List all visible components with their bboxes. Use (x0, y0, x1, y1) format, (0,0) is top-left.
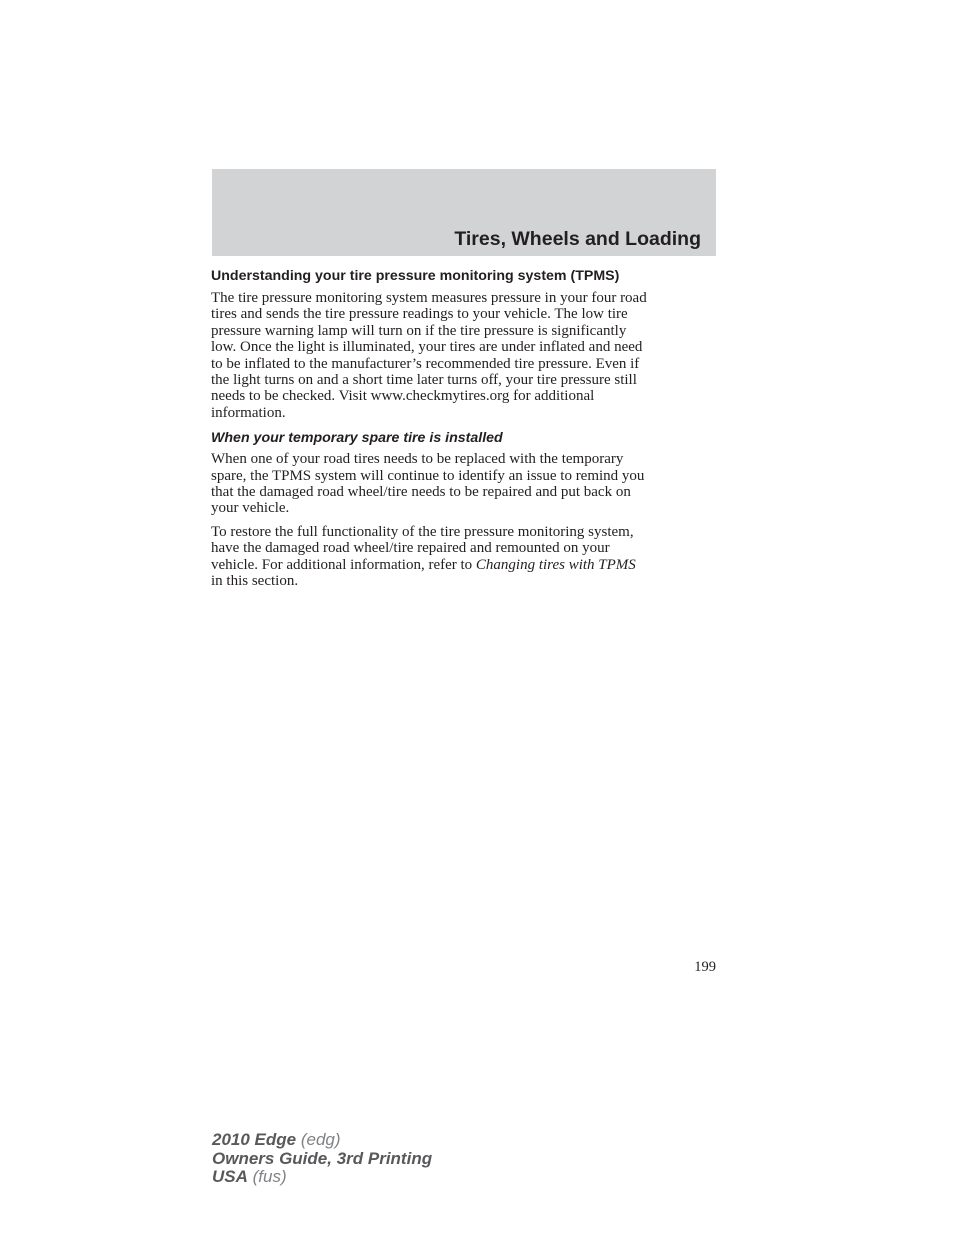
text-line: To restore the full functionality of the tire pressure monitoring system, (211, 523, 634, 540)
text-line: your vehicle. (211, 500, 290, 517)
text-line: needs to be checked. Visit www.checkmytires.org for additional (211, 388, 595, 405)
text-line (211, 557, 717, 573)
cross-reference: Changing tires with TPMS (475, 556, 636, 573)
text-line: The tire pressure monitoring system measures pressure in your four road (211, 290, 647, 306)
text-line: pressure warning lamp will turn on if the tire pressure is significantly (211, 322, 627, 339)
text-line: low. Once the light is illuminated, your tires are under inflated and need (211, 339, 643, 356)
footer-model: 2010 Edge (212, 1130, 297, 1149)
text-line: tires and sends the tire pressure readings to your vehicle. The low tire (211, 306, 628, 323)
page-number: 199 (694, 959, 716, 975)
text-fragment: vehicle. For additional information, refer to (211, 556, 476, 573)
text-line: to be inflated to the manufacturer’s recommended tire pressure. Even if (211, 355, 640, 372)
paragraph-tpms-overview (211, 290, 717, 421)
footer-line-model (212, 1131, 432, 1150)
chapter-title: Tires, Wheels and Loading (454, 228, 701, 250)
section-heading-tpms: Understanding your tire pressure monitoring system (TPMS) (211, 268, 620, 284)
text-line: When one of your road tires needs to be replaced with the temporary (211, 451, 624, 468)
text-line: in this section. (211, 573, 299, 590)
text-line: the light turns on and a short time later turns off, your tire pressure still (211, 372, 637, 389)
text-line: information. (211, 404, 286, 421)
footer-line-market (212, 1168, 432, 1187)
document-footer (212, 1131, 432, 1187)
footer-line-guide (212, 1150, 432, 1169)
footer-model-code: (edg) (296, 1130, 341, 1149)
footer-guide: Owners Guide, 3rd Printing (212, 1148, 433, 1168)
text-line: have the damaged road wheel/tire repaired and remounted on your (211, 540, 610, 557)
paragraph-spare-tire (211, 451, 717, 517)
page-content (211, 266, 717, 597)
text-line: spare, the TPMS system will continue to identify an issue to remind you (211, 467, 645, 484)
footer-market: USA (212, 1167, 248, 1187)
section-header-band (212, 169, 716, 256)
subsection-heading-spare-tire: When your temporary spare tire is installed (211, 430, 503, 447)
footer-market-code: (fus) (247, 1167, 287, 1187)
paragraph-restore-functionality (211, 524, 717, 590)
text-line: that the damaged road wheel/tire needs to be repaired and put back on (211, 484, 631, 501)
